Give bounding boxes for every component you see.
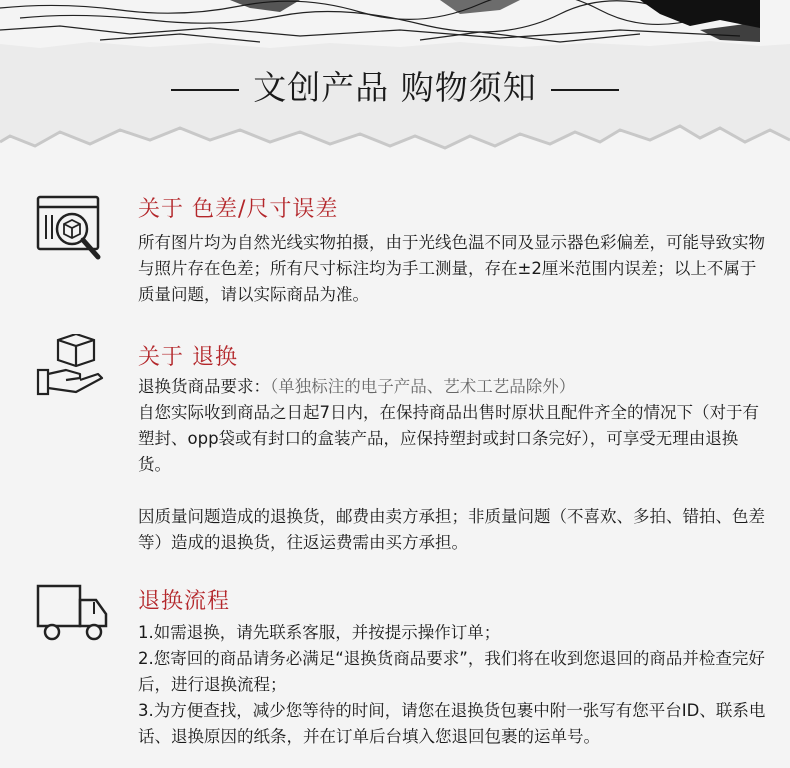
- process-step-1: 1.如需退换，请先联系客服，并按提示操作订单；: [138, 623, 501, 642]
- process-step-3: 3.为方便查找，减少您等待的时间，请您在退换货包裹中附一张写有您平台ID、联系电话、退换原因的纸条，并在订单后台填入您退回包裹的运单号。: [138, 701, 766, 746]
- search-box-icon: [36, 193, 108, 265]
- page-title-text: 文创产品 购物须知: [253, 68, 537, 107]
- section-title-return-process: 退换流程: [138, 589, 231, 614]
- return-requirements: [138, 374, 768, 400]
- shipping-cost-text: 因质量问题造成的退换货，邮费由卖方承担；非质量问题（不喜欢、多拍、错拍、色差等）造成的退换货，往返运费需由买方承担。: [138, 507, 765, 552]
- truck-icon: [36, 582, 110, 644]
- section-body-color-size: 所有图片均为自然光线实物拍摄，由于光线色温不同及显示器色彩偏差，可能导致实物与照片存在色差；所有尺寸标注均为手工测量，存在±2厘米范围内误差；以上不属于质量问题，请以实际商品为准。: [138, 233, 765, 304]
- return-policy-text: 自您实际收到商品之日起7日内，在保持商品出售时原状且配件齐全的情况下（对于有塑封、opp袋或有封口的盒装产品，应保持塑封或封口条完好），可享受无理由退换货。: [138, 403, 759, 474]
- hand-box-icon: [36, 334, 108, 396]
- process-step-2: 2.您寄回的商品请务必满足“退换货商品要求”，我们将在收到您退回的商品并检查完好后，进行退换流程；: [138, 649, 765, 694]
- requirements-note: （单独标注的电子产品、艺术工艺品除外）: [270, 377, 576, 396]
- page-title: [0, 62, 790, 109]
- section-title-color-size: 关于 色差/尺寸误差: [138, 197, 339, 222]
- section-body-return: [138, 374, 768, 556]
- title-right-line: [551, 89, 619, 91]
- requirements-label: 退换货商品要求：: [138, 377, 270, 396]
- title-left-line: [171, 89, 239, 91]
- section-body-return-process: [138, 620, 768, 750]
- section-title-return: 关于 退换: [138, 345, 238, 370]
